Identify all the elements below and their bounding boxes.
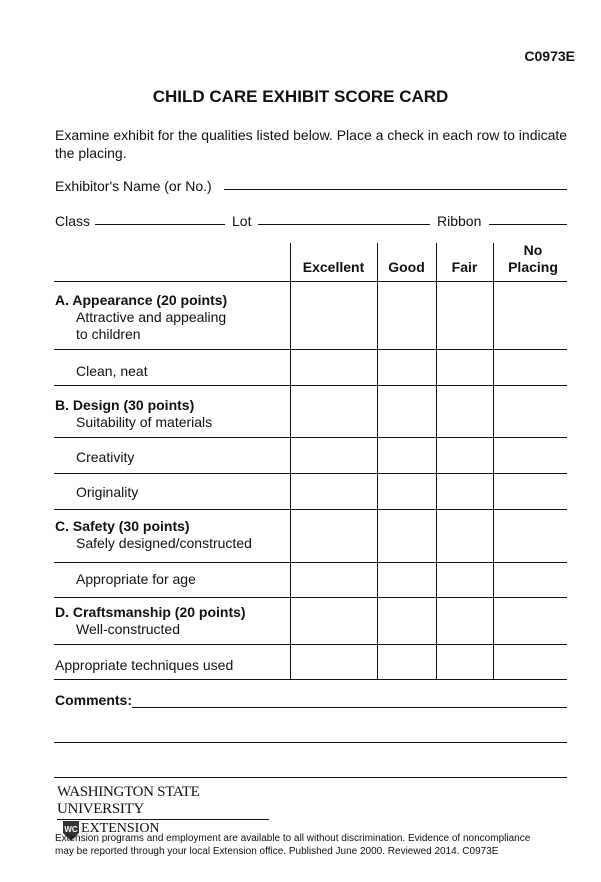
col-good: Good — [388, 259, 425, 275]
svg-text:WC: WC — [64, 825, 78, 834]
form-code: C0973E — [524, 48, 575, 64]
class-label: Class — [55, 213, 91, 229]
logo-line1: WASHINGTON STATE UNIVERSITY — [57, 784, 269, 820]
comments-line[interactable] — [132, 707, 567, 708]
criteria-age — [55, 571, 196, 588]
comments-line[interactable] — [54, 777, 567, 778]
criteria-craftsmanship — [55, 604, 246, 638]
criterion: Originality — [76, 484, 139, 500]
lot-field[interactable] — [258, 224, 430, 225]
criteria-appearance — [55, 292, 227, 343]
column-divider — [377, 243, 378, 679]
row-divider — [54, 509, 567, 510]
row-divider — [54, 281, 567, 282]
criterion: Creativity — [76, 449, 135, 465]
criterion: Suitability of materials — [76, 414, 213, 430]
col-no-placing-line2: Placing — [508, 259, 558, 275]
criteria-techniques — [55, 657, 233, 674]
col-excellent: Excellent — [302, 259, 365, 275]
row-divider — [54, 597, 567, 598]
row-divider — [54, 473, 567, 474]
lot-label: Lot — [232, 213, 252, 229]
criterion: Appropriate techniques used — [55, 657, 234, 673]
criteria-creativity — [55, 449, 134, 466]
page-title: CHILD CARE EXHIBIT SCORE CARD — [152, 87, 449, 106]
logo-line2: EXTENSION — [81, 821, 160, 836]
footer-text — [55, 832, 575, 858]
col-fair: Fair — [451, 259, 478, 275]
criterion: Clean, neat — [76, 363, 148, 379]
row-divider — [54, 437, 567, 438]
footer-line1: Extension programs and employment are available to all without discrimination. Evidence of noncompliance — [55, 833, 531, 844]
criterion-cont: to children — [76, 326, 141, 342]
section-heading: D. Craftsmanship (20 points) — [55, 604, 246, 620]
section-heading: B. Design (30 points) — [55, 397, 195, 413]
row-divider — [54, 562, 567, 563]
comments-label: Comments: — [55, 692, 133, 708]
criteria-safety — [55, 518, 252, 552]
wsu-extension-logo — [57, 784, 269, 837]
row-divider — [54, 644, 567, 645]
comments-line[interactable] — [54, 742, 567, 743]
column-divider — [436, 243, 437, 679]
col-no-placing — [493, 242, 573, 276]
section-heading: C. Safety (30 points) — [55, 518, 190, 534]
criteria-design — [55, 397, 212, 431]
section-heading: A. Appearance (20 points) — [55, 292, 228, 308]
exhibitor-label: Exhibitor's Name (or No.) — [55, 178, 212, 194]
criteria-clean — [55, 363, 148, 380]
instructions: Examine exhibit for the qualities listed below. Place a check in each row to indicate the placing. — [55, 127, 568, 161]
criterion: Well-constructed — [76, 621, 181, 637]
column-divider — [290, 243, 291, 679]
criteria-originality — [55, 484, 138, 501]
exhibitor-field[interactable] — [224, 189, 567, 190]
criterion: Safely designed/constructed — [76, 535, 252, 551]
criterion: Appropriate for age — [76, 571, 196, 587]
ribbon-label: Ribbon — [437, 213, 482, 229]
criterion: Attractive and appealing — [76, 309, 227, 325]
row-divider — [54, 385, 567, 386]
ribbon-field[interactable] — [489, 224, 567, 225]
column-divider — [493, 243, 494, 679]
row-divider — [54, 349, 567, 350]
row-divider — [54, 679, 567, 680]
footer-line2: may be reported through your local Extension office. Published June 2000. Reviewed 2014. C0973E — [55, 846, 499, 857]
class-field[interactable] — [95, 224, 225, 225]
col-no-placing-line1: No — [523, 242, 543, 258]
